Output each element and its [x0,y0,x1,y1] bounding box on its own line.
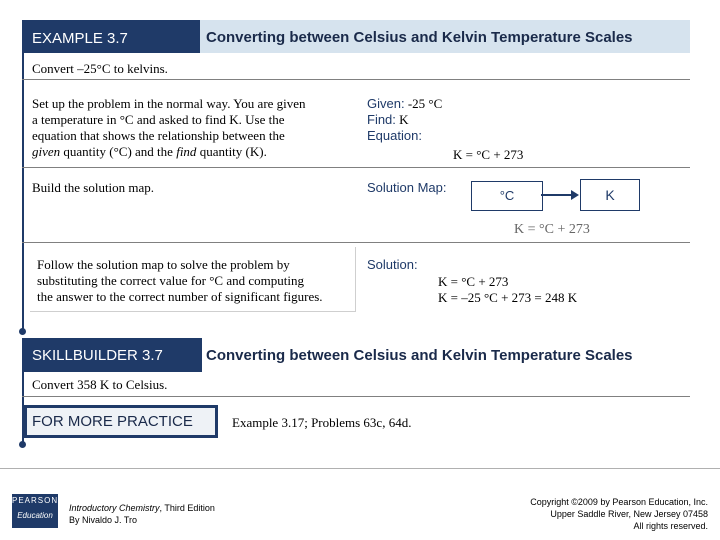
map-relation: K = °C + 273 [514,222,590,237]
divider-map [22,242,690,243]
book-title-row [69,502,215,514]
setup-text [32,96,362,160]
map-arrow-icon [541,188,581,202]
logo-education-text: Education [17,511,53,520]
copyright-line-1: Copyright ©2009 by Pearson Education, Inc. [530,497,708,507]
setup-line-1: Set up the problem in the normal way. You are given [32,96,306,111]
given-value: -25 °C [404,96,443,111]
problem-statement: Convert –25°C to kelvins. [32,61,168,76]
given-label: Given: [367,96,405,111]
find-row [367,112,442,128]
solution-label: Solution: [367,257,418,272]
setup-line-4-end: quantity (K). [196,144,267,159]
left-rule-top [22,53,24,331]
divider-setup [22,167,690,168]
setup-line-2: a temperature in °C and asked to find K. Use the [32,112,285,127]
find-label: Find: [367,112,396,127]
divider-skillbuilder [22,396,690,397]
divider-problem [22,79,690,80]
more-practice-label: FOR MORE PRACTICE [32,413,193,430]
copyright-line-2: Upper Saddle River, New Jersey 07458 [550,509,708,519]
skillbuilder-title: Converting between Celsius and Kelvin Temperature Scales [206,347,633,364]
rule-end-dot-2 [19,441,26,448]
logo-pearson-text: PEARSON [12,496,59,505]
setup-line-4 [32,144,362,160]
solution-line-1: K = °C + 273 [438,274,509,289]
follow-line-3: the answer to the correct number of significant figures. [37,289,323,304]
example-title: Converting between Celsius and Kelvin Temperature Scales [206,29,633,46]
given-find-equation [367,96,442,144]
book-edition: , Third Edition [159,503,215,513]
skillbuilder-problem: Convert 358 K to Celsius. [32,377,168,392]
find-value: K [395,112,409,127]
solution-line-2: K = –25 °C + 273 = 248 K [438,290,578,305]
follow-line-2: substituting the correct value for °C and computing [37,273,304,288]
map-box-celsius: °C [471,181,543,211]
equation-text: K = °C + 273 [453,147,524,162]
copyright [530,496,708,532]
given-italic: given [32,144,61,159]
map-box-kelvin: K [580,179,640,211]
setup-line-3: equation that shows the relationship between the [32,128,285,143]
follow-text [37,257,357,305]
setup-line-4-mid: quantity (°C) and the [60,144,177,159]
book-credit [69,502,215,526]
book-title: Introductory Chemistry [69,503,160,513]
rule-end-dot-1 [19,328,26,335]
follow-line-1: Follow the solution map to solve the problem by [37,257,290,272]
footer-divider [0,468,720,469]
find-italic: find [176,144,197,159]
given-row [367,96,442,112]
skillbuilder-tab-label: SKILLBUILDER 3.7 [32,347,163,364]
example-tab-label: EXAMPLE 3.7 [32,30,128,47]
equation-label: Equation: [367,128,422,143]
more-practice-text: Example 3.17; Problems 63c, 64d. [232,415,412,430]
solution-map-label: Solution Map: [367,180,447,195]
build-text: Build the solution map. [32,180,155,195]
copyright-line-3: All rights reserved. [633,521,708,531]
book-author: By Nivaldo J. Tro [69,515,138,525]
